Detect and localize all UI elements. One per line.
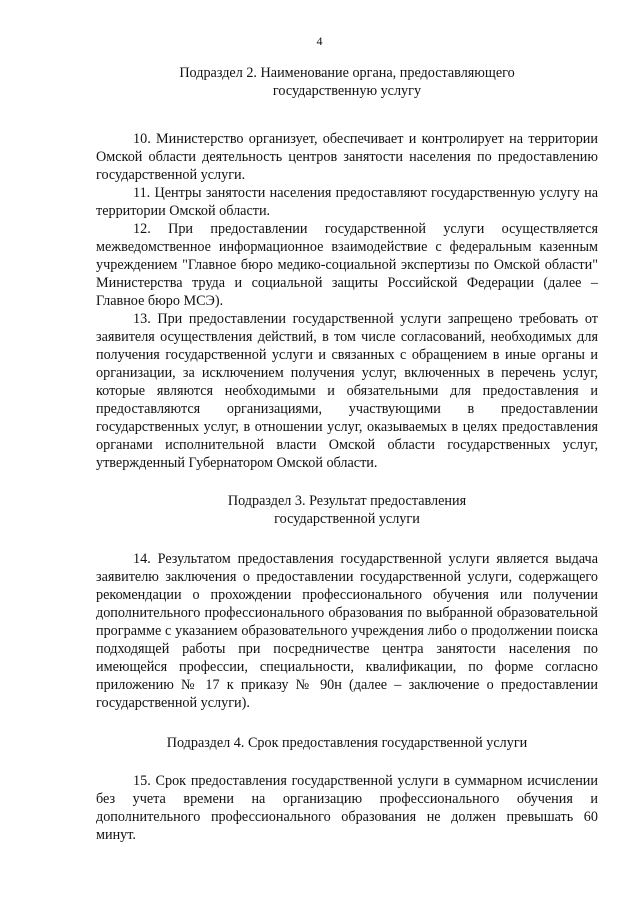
page-number: 4 (316, 34, 323, 48)
section-heading-2 (96, 64, 598, 100)
paragraph-10: 10. Министерство организует, обеспечивает и контролирует на территории Омской области деятельность центров занятости населения по предоставлению государственной услуги. (96, 131, 598, 183)
paragraph-13: 13. При предоставлении государственной услуги запрещено требовать от заявителя осуществления действий, в том числе согласований, необходимых для получения государственной услуги и связанных с обращением в иные органы и организации, за исключением получения услуг, включенных в перечень услуг, которые являются необходимыми и обязательными для предоставления и предоставляются организациями, участвующими в предоставлении государственных услуг, в отношении услуг, оказываемых в целях предоставления органами исполнительной власти Омской области государственных услуг, утвержденный Губернатором Омской области. (96, 311, 598, 471)
paragraph-11: 11. Центры занятости населения предоставляют государственную услугу на территории Омской области. (96, 185, 598, 219)
section-heading-4 (96, 734, 598, 752)
section-heading-line: Подраздел 4. Срок предоставления государственной услуги (166, 735, 528, 751)
section-heading-line: государственной услуги (274, 511, 420, 527)
paragraph-14: 14. Результатом предоставления государственной услуги является выдача заявителю заключения о предоставлении государственной услуги, содержащего рекомендации о прохождении профессионального обучения или получении дополнительного профессионального образования по выбранной образовательной программе с указанием образовательного учреждения либо о продолжении поиска подходящей работы при посредничестве центра занятости населения по имеющейся профессии, специальности, квалификации, по форме согласно приложению № 17 к приказу № 90н (далее – заключение о предоставлении государственной услуги). (96, 551, 598, 711)
section-heading-line: Подраздел 3. Результат предоставления (227, 493, 467, 509)
paragraph-15: 15. Срок предоставления государственной услуги в суммарном исчислении без учета времени на организацию профессионального обучения и дополнительного профессионального образования не должен превышать 60 минут. (96, 773, 598, 843)
section-heading-3 (96, 492, 598, 528)
document-body (96, 64, 598, 844)
paragraph-12: 12. При предоставлении государственной услуги осуществляется межведомственное информационное взаимодействие с федеральным казенным учреждением "Главное бюро медико-социальной экспертизы по Омской области" Министерства труда и социальной защиты Российской Федерации (далее – Главное бюро МСЭ). (96, 221, 598, 309)
section-heading-line: государственную услугу (272, 83, 422, 99)
section-heading-line: Подраздел 2. Наименование органа, предоставляющего (179, 65, 515, 81)
